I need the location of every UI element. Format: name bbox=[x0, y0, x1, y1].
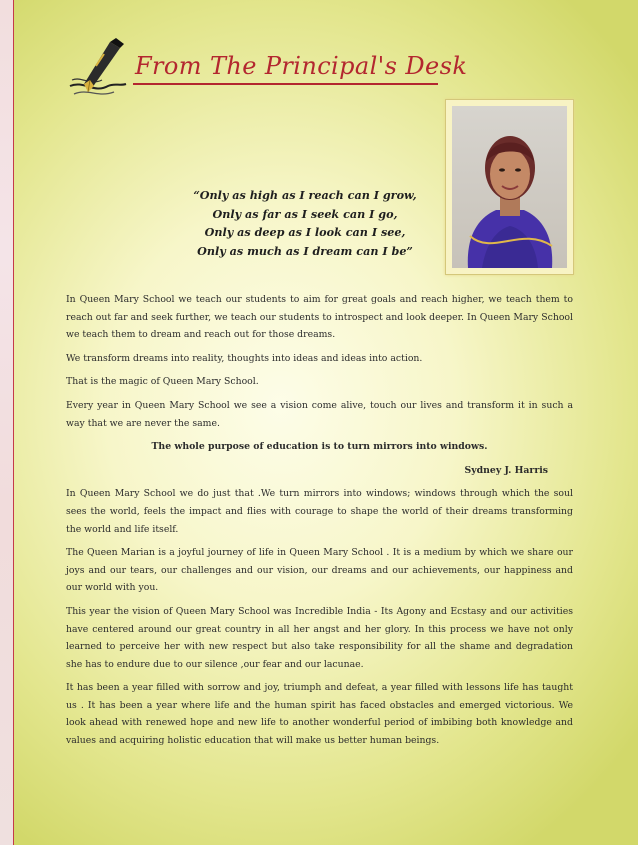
paragraph: In Queen Mary School we do just that .We turn mirrors into windows; windows through which the soul sees the world, feels the impact and flies with courage to shape the world of their dreams transforming the world and life itself. bbox=[66, 488, 573, 535]
paragraph: In Queen Mary School we teach our students to aim for great goals and reach higher, we teach them to reach out far and seek further, we teach our students to introspect and look deeper. In Queen Mary School we teach them to dream and reach out for those dreams. bbox=[66, 294, 573, 341]
citation-author: Sydney J. Harris bbox=[464, 464, 548, 476]
message-body bbox=[66, 291, 573, 756]
fountain-pen-icon bbox=[64, 36, 134, 100]
page-title: From The Principal's Desk bbox=[135, 52, 468, 80]
paragraph: Every year in Queen Mary School we see a vision come alive, touch our lives and transform it in such a way that we are never the same. bbox=[66, 399, 573, 429]
paragraph: We transform dreams into reality, thoughts into ideas and ideas into action. bbox=[66, 352, 423, 364]
quote-line: Only as far as I seek can I go, bbox=[212, 206, 398, 221]
paragraph: That is the magic of Queen Mary School. bbox=[66, 376, 259, 388]
paragraph: It has been a year filled with sorrow and joy, triumph and defeat, a year filled with lessons life has taught us . It has been a year where life and the human spirit has faced obstacles and emerged victorious. We look ahead with renewed hope and new life to another wonderful period of imbibing both knowledge and values and acquiring holistic education that will make us better human beings. bbox=[66, 682, 573, 747]
principal-photo bbox=[452, 106, 567, 268]
paragraph: The Queen Marian is a joyful journey of life in Queen Mary School . It is a medium by which we share our joys and our tears, our challenges and our vision, our dreams and our achievements, our happiness and our world with you. bbox=[66, 547, 573, 594]
citation-quote: The whole purpose of education is to turn mirrors into windows. bbox=[151, 441, 488, 453]
paragraph: This year the vision of Queen Mary School was Incredible India - Its Agony and Ecstasy and our activities have centered around our great country in all her angst and her glory. In this process we have not only learned to perceive her with new respect but also take responsibility for all the shame and degradation she has to endure due to our silence ,our fear and our lacunae. bbox=[66, 605, 573, 670]
quote-line: Only as deep as I look can I see, bbox=[204, 225, 406, 240]
quote-line: Only as much as I dream can I be” bbox=[197, 243, 413, 258]
quote-line: “Only as high as I reach can I grow, bbox=[193, 188, 417, 202]
title-underline bbox=[133, 83, 438, 85]
left-margin-rule bbox=[13, 0, 14, 845]
left-margin-strip bbox=[0, 0, 14, 845]
opening-quote bbox=[170, 186, 440, 260]
principal-photo-frame bbox=[445, 99, 574, 275]
